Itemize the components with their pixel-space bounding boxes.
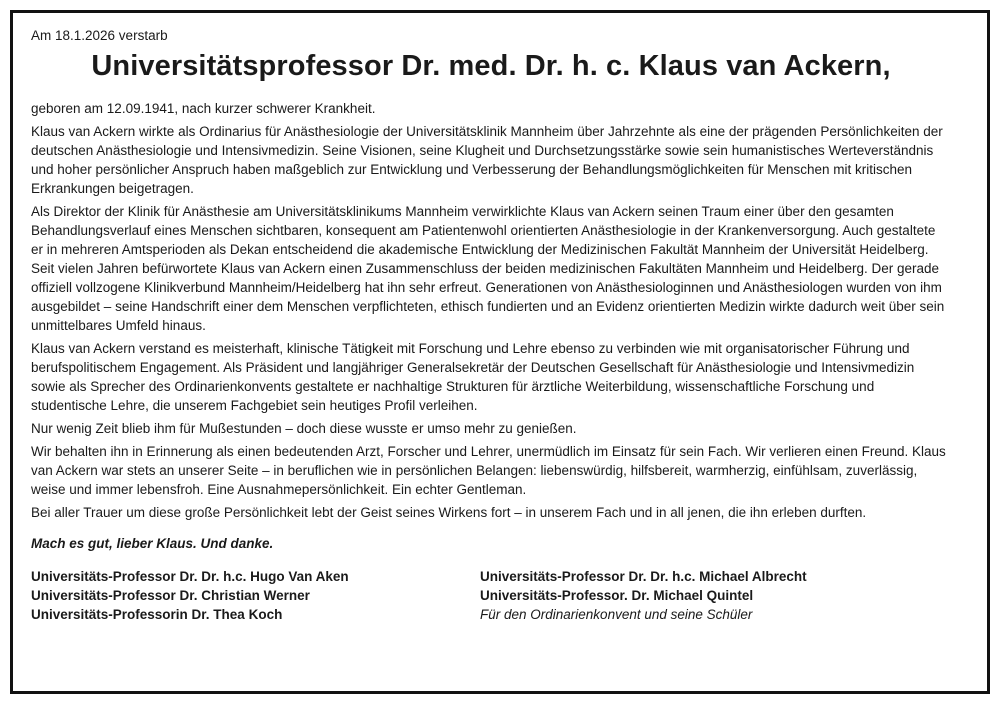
birth-paragraph: geboren am 12.09.1941, nach kurzer schwerer Krankheit. [31,101,376,116]
signatories-right-column [480,567,929,624]
signatory-group-note: Für den Ordinarienkonvent und seine Schüler [480,607,753,622]
farewell-line: Mach es gut, lieber Klaus. Und danke. [31,536,274,551]
deceased-name-heading: Universitätsprofessor Dr. med. Dr. h. c. Klaus van Ackern, [91,50,891,82]
remembrance-paragraph: Wir behalten ihn in Erinnerung als einen bedeutenden Arzt, Forscher und Lehrer, unermüdlich im Einsatz für sein Fach. Wir verlieren einen Freund. Klaus van Ackern war stets an unserer Seite – in beruflichen wie in persönlichen Belangen: liebenswürdig, hilfsbereit, warmherzig, einfühlsam, zuverlässig, weise und immer lebensfroh. Eine Ausnahmepersönlichkeit. Ein echter Gentleman. [31,444,946,497]
director-paragraph: Als Direktor der Klinik für Anästhesie am Universitätsklinikums Mannheim verwirklichte Klaus van Ackern seinen Traum einer über den gesamten Behandlungsverlauf eines Menschen sichtbaren, konsequent am Patientenwohl orientierten Anästhesiologie in der Krankenversorgung. Auch gestaltete er in mehreren Amtsperioden als Dekan entscheidend die akademische Entwicklung der Medizinischen Fakultät Mannheim der Universität Heidelberg. Seit vielen Jahren befürwortete Klaus van Ackern einen Zusammenschluss der beiden medizinischen Fakultäten Mannheim und Heidelberg. Der gerade offiziell vollzogene Klinikverbund Mannheim/Heidelberg hat ihn sehr erfreut. Generationen von Anästhesiologinnen und Anästhesiologen wurden von ihm ausgebildet – seine Handschrift einer dem Menschen verpflichteten, ethisch fundierten und an Evidenz orientierten Medizin wirkte dadurch weit über sein unmittelbares Umfeld hinaus. [31,204,945,333]
signatories-left-column [31,567,480,624]
signatory: Universitäts-Professor. Dr. Michael Quintel [480,588,754,603]
intro-line: Am 18.1.2026 verstarb [31,28,168,43]
obituary-notice [31,27,951,624]
engagement-paragraph: Klaus van Ackern verstand es meisterhaft, klinische Tätigkeit mit Forschung und Lehre ebenso zu verbinden wie mit organisatorischer Führung und berufspolitischem Engagement. Als Präsident und langjähriger Generalsekretär der Deutschen Gesellschaft für Anästhesiologie und Intensivmedizin sowie als Sprecher des Ordinarienkonvents gestaltete er nachhaltige Strukturen für ärztliche Weiterbildung, wissenschaftliche Forschung und studentische Lehre, die unserem Fachgebiet sein heutiges Profil verleihen. [31,341,915,413]
signatory: Universitäts-Professor Dr. Dr. h.c. Hugo Van Aken [31,569,349,584]
signatory: Universitäts-Professorin Dr. Thea Koch [31,607,283,622]
leisure-paragraph: Nur wenig Zeit blieb ihm für Mußestunden – doch diese wusste er umso mehr zu genießen. [31,421,577,436]
signatory: Universitäts-Professor Dr. Christian Werner [31,588,310,603]
legacy-paragraph: Bei aller Trauer um diese große Persönlichkeit lebt der Geist seines Wirkens fort – in unserem Fach und in all jenen, die ihn erleben durften. [31,505,867,520]
signatories-block [31,567,951,624]
signatory: Universitäts-Professor Dr. Dr. h.c. Michael Albrecht [480,569,807,584]
career-paragraph: Klaus van Ackern wirkte als Ordinarius für Anästhesiologie der Universitätsklinik Mannheim über Jahrzehnte als eine der prägenden Persönlichkeiten der deutschen Anästhesiologie und Intensivmedizin. Seine Visionen, seine Klugheit und Durchsetzungsstärke sowie sein humanistisches Werteverständnis und hoher persönlicher Anspruch haben maßgeblich zur Entwicklung und Verbesserung der Behandlungsmöglichkeiten für Menschen mit kritischen Erkrankungen beigetragen. [31,124,943,196]
